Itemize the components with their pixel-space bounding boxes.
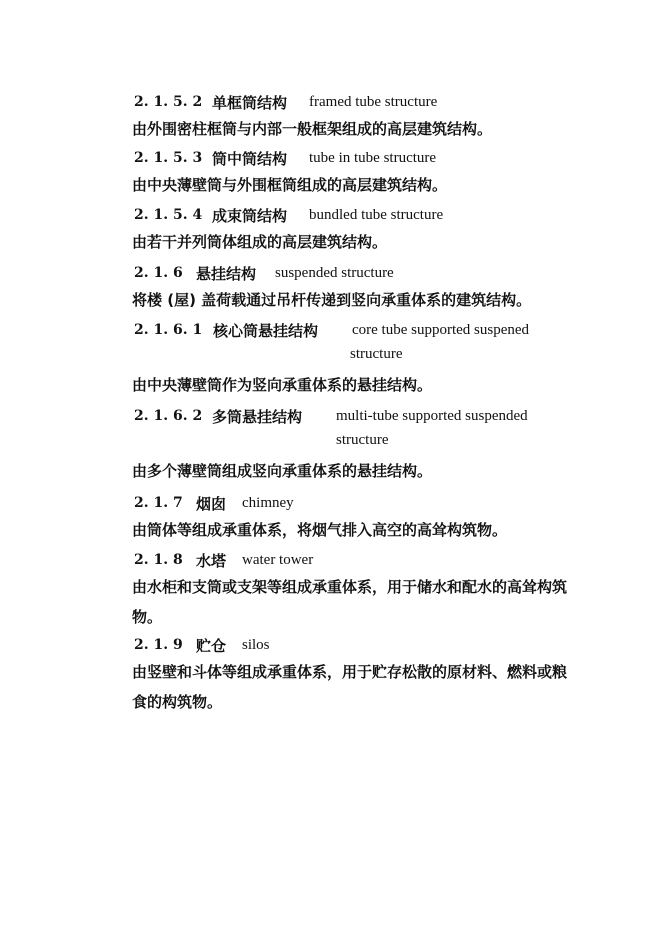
entry-2-1-5-2 (0, 90, 662, 138)
term-english: water tower (242, 552, 314, 568)
term-definition: 将楼 (屋) 盖荷载通过吊杆传递到竖向承重体系的建筑结构。 (132, 291, 532, 309)
entry-2-1-6-1 (0, 318, 662, 394)
term-english: suspended structure (275, 265, 394, 281)
term-definition: 由筒体等组成承重体系，将烟气排入高空的高耸构筑物。 (132, 521, 508, 539)
term-chinese: 烟囱 (196, 495, 227, 513)
term-chinese: 多筒悬挂结构 (212, 408, 303, 426)
term-definition: 由多个薄壁筒组成竖向承重体系的悬挂结构。 (132, 462, 433, 480)
term-definition: 由外围密柱框筒与内部一般框架组成的高层建筑结构。 (132, 120, 493, 138)
term-english: tube in tube structure (309, 150, 437, 166)
term-definition: 由水柜和支筒或支架等组成承重体系，用于储水和配水的高耸构筑物。 (132, 578, 568, 626)
entry-2-1-5-3 (0, 146, 662, 194)
clause-number: 2. 1. 6. 2 (134, 408, 203, 424)
clause-number: 2. 1. 8 (134, 552, 183, 568)
clause-number: 2. 1. 9 (134, 637, 183, 653)
clause-number: 2. 1. 5. 4 (134, 207, 203, 223)
term-english: bundled tube structure (309, 207, 444, 223)
entry-heading (0, 318, 662, 374)
clause-number: 2. 1. 6. 1 (134, 322, 203, 338)
term-chinese: 水塔 (196, 552, 227, 570)
clause-number: 2. 1. 7 (134, 495, 183, 511)
entry-2-1-5-4 (0, 203, 662, 251)
clause-number: 2. 1. 5. 3 (134, 150, 203, 166)
term-english: chimney (242, 495, 294, 511)
term-english-continued: structure (350, 346, 403, 362)
entry-2-1-6-2 (0, 404, 662, 480)
term-english: silos (242, 637, 270, 653)
term-definition: 由中央薄壁筒作为竖向承重体系的悬挂结构。 (132, 376, 433, 394)
entry-2-1-8 (0, 548, 662, 626)
entry-heading (0, 404, 662, 460)
term-definition: 由若干并列筒体组成的高层建筑结构。 (132, 233, 388, 251)
entry-2-1-6 (0, 261, 662, 309)
term-definition: 由竖壁和斗体等组成承重体系，用于贮存松散的原材料、燃料或粮食的构筑物。 (132, 663, 568, 711)
term-english: core tube supported suspened (352, 322, 530, 338)
term-chinese: 贮仓 (196, 637, 227, 655)
term-chinese: 筒中筒结构 (212, 150, 288, 168)
term-chinese: 成束筒结构 (212, 207, 288, 225)
entry-2-1-7 (0, 491, 662, 539)
term-chinese: 单框筒结构 (212, 94, 288, 112)
entry-2-1-9 (0, 633, 662, 711)
term-english: multi-tube supported suspended (336, 408, 528, 424)
clause-number: 2. 1. 5. 2 (134, 94, 203, 110)
clause-number: 2. 1. 6 (134, 265, 183, 281)
term-english-continued: structure (336, 432, 389, 448)
term-english: framed tube structure (309, 94, 438, 110)
term-chinese: 悬挂结构 (196, 265, 257, 283)
term-chinese: 核心筒悬挂结构 (213, 322, 319, 340)
term-definition: 由中央薄壁筒与外围框筒组成的高层建筑结构。 (132, 176, 448, 194)
